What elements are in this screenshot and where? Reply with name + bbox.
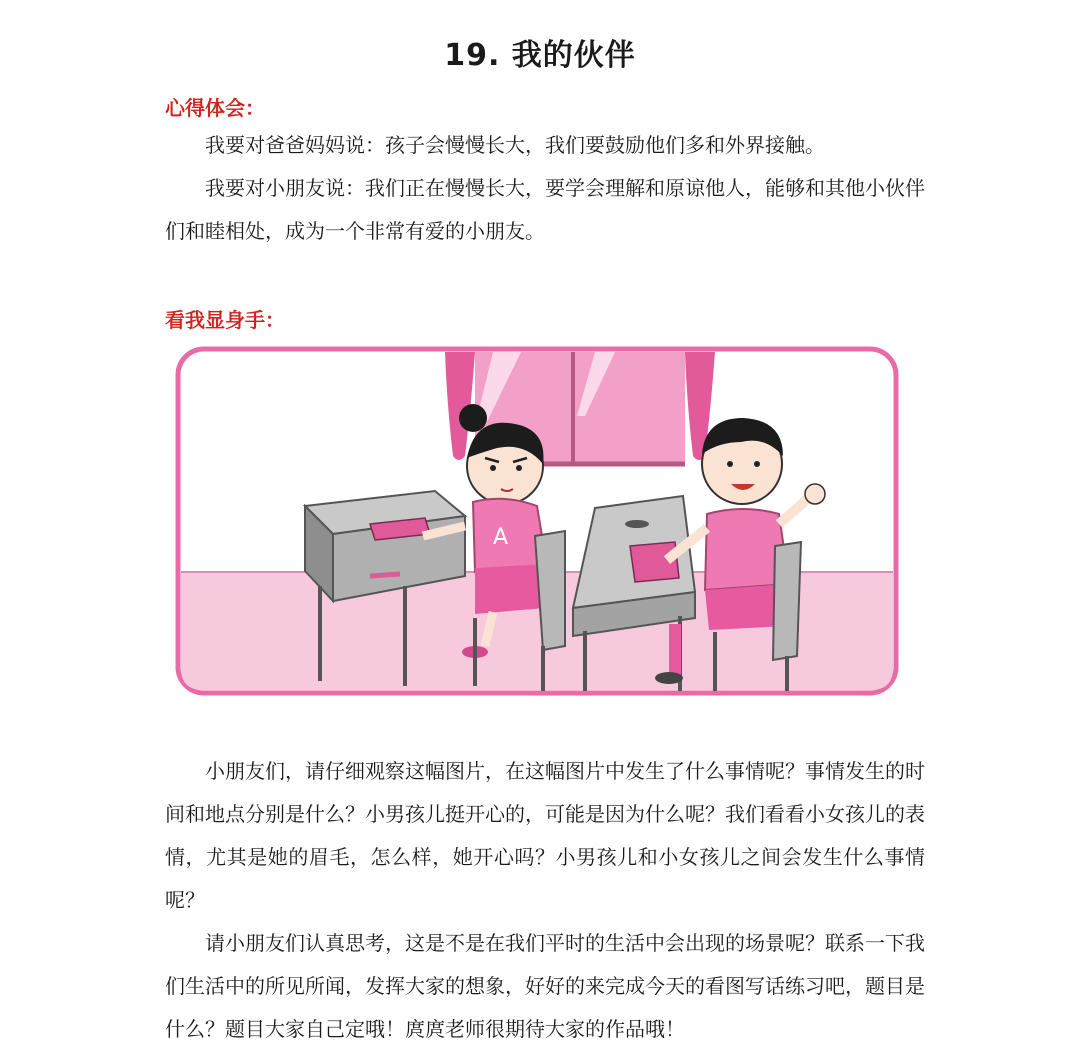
reflection-kids: 我要对小朋友说：我们正在慢慢长大，要学会理解和原谅他人，能够和其他小伙伴们和睦相处，成为一个非常有爱的小朋友。 bbox=[165, 176, 925, 243]
show-label: 看我显身手： bbox=[165, 308, 285, 332]
classroom-illustration-svg bbox=[175, 346, 899, 696]
chair-right bbox=[773, 542, 801, 660]
reflection-parents: 我要对爸爸妈妈说：孩子会慢慢长大，我们要鼓励他们多和外界接触。 bbox=[205, 133, 825, 157]
shirt-letter: A bbox=[493, 525, 509, 550]
reflection-label: 心得体会： bbox=[165, 96, 265, 120]
classroom-illustration bbox=[175, 346, 899, 696]
body-paragraph-1: 小朋友们，请仔细观察这幅图片，在这幅图片中发生了什么事情呢？事情发生的时间和地点分别是什么？小男孩儿挺开心的，可能是因为什么呢？我们看看小女孩儿的表情，尤其是她的眉毛，怎么样，她开心吗？小男孩儿和小女孩儿之间会发生什么事情呢？ bbox=[165, 759, 925, 912]
body-paragraph-2: 请小朋友们认真思考，这是不是在我们平时的生活中会出现的场景呢？联系一下我们生活中的所见所闻，发挥大家的想象，好好的来完成今天的看图写话练习吧，题目是什么？题目大家自己定哦！庹庹老师很期待大家的作品哦！ bbox=[165, 931, 925, 1041]
page-title: 19. 我的伙伴 bbox=[444, 38, 636, 73]
